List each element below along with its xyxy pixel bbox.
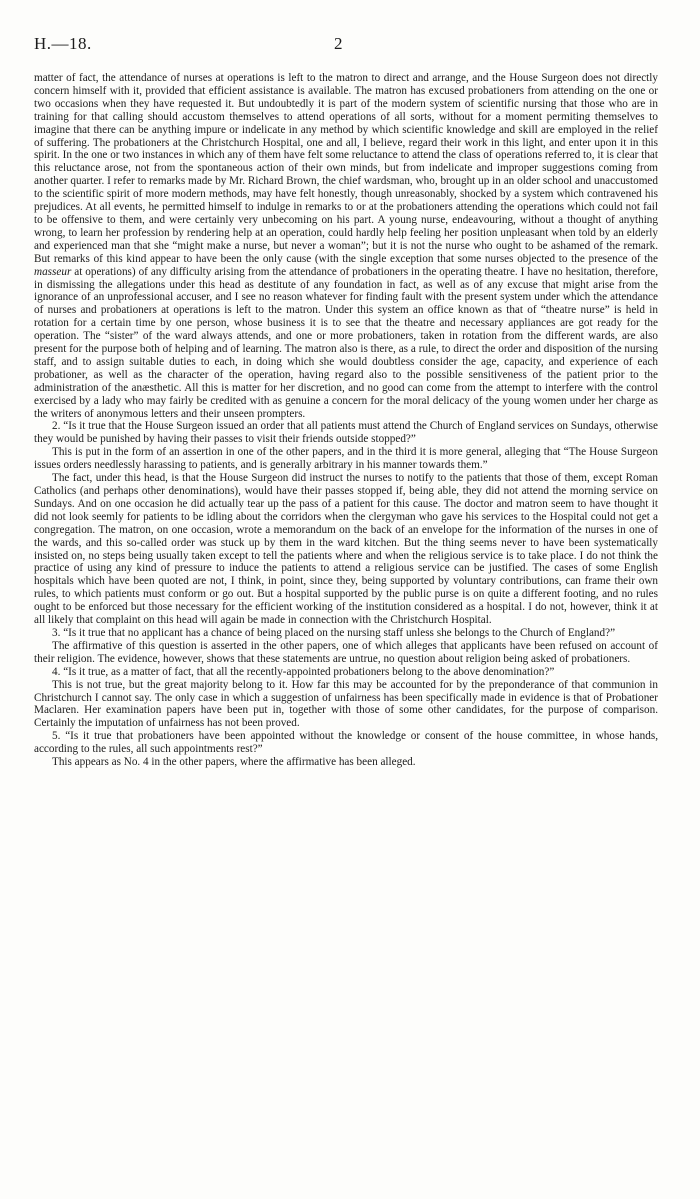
report-body <box>34 72 658 769</box>
paragraph-text: matter of fact, the attendance of nurses at operations is left to the matron to direct and arrange, and the House Surgeon does not directly concern himself with it, provided that efficient assistance is available. The matron has excused probationers from attending on the one or two occasions when they have requested it. But undoubtedly it is part of the modern system of scientific nursing that those who are in training for that calling should accustom themselves to attend operations of all sorts, without for a moment permiting themselves to imagine that there can be anything impure or indelicate in any method by which scientific knowledge and skill are employed in the relief of suffering. The probationers at the Christchurch Hospital, one and all, I believe, regard their work in this light, and enter upon it in this spirit. In the one or two instances in which any of them have felt some reluctance to attend the class of operations referred to, it is clear that this reluctance arose, not from the spontaneous action of their own minds, but from indelicate and improper suggestions coming from another quarter. I refer to remarks made by Mr. Richard Brown, the chief wardsman, who, brought up in an older school and unaccustomed to the scientific spirit of more modern methods, may have felt honestly, though unreasonably, shocked by a system which contravened his prejudices. At all events, he permitted himself to indulge in remarks to or at the probationers attending the operations which could not fail to be offensive to them, and were certainly very unbecoming on his part. A young nurse, endeavouring, without a thought of anything wrong, to learn her profession by rendering help at an operation, could hardly help feeling her position unpleasant when told by an elderly and experienced man that she “might make a nurse, but never a woman”; but it is not the nurse who ought to be ashamed of the remark. But remarks of this kind appear to have been the only cause (with the single exception that some nurses objected to the presence of the <box>34 72 658 265</box>
running-header <box>34 34 666 54</box>
answer-4: This is not true, but the great majority belong to it. How far this may be accounted for by the preponderance of that communion in Christchurch I cannot say. The only case in which a suggestion of unfairness has been specifically made in evidence is that of Probationer Maclaren. Her examination papers have been put in, together with those of some other candidates, for the purpose of comparison. Certainly the imputation of unfairness has not been proved. <box>34 678 658 730</box>
question-4: 4. “Is it true, as a matter of fact, that all the recently-appointed probationers belong to the above denomination?” <box>52 665 555 678</box>
paragraph-text: at operations) of any difficulty arising from the attendance of probationers in the operating theatre. I have no hesitation, therefore, in dismissing the allegations under this head as destitute of any foundation in fact, as well as of any excuse that might arise from the ignorance of an unprofessional accuser, and I see no reason whatever for finding fault with the present system under which the attendance of nurses and probationers at operations is left to the matron. Under this system an office known as that of “theatre nurse” is held in rotation for a certain time by one person, whose business it is to see that the theatre and necessary appliances are got ready for the operation. The “sister” of the ward always attends, and one or more probationers, taken in rotation from the different wards, are also present for the purpose both of helping and of learning. The matron also is there, as a rule, to direct the order and disposition of the nursing staff, and to assign suitable duties to each, in doing which she would doubtless consider the age, capacity, and experience of each probationer, as well as the character of the operation, having regard also to the possible sensitiveness of the patient prior to the administration of the anæsthetic. All this is matter for her discretion, and no good can come from the attempt to interfere with the control exercised by a lady who may fairly be credited with as genuine a concern for the moral delicacy of the young women under her charge as the writers of anonymous letters and their unseen prompters. <box>34 265 658 420</box>
page-number: 2 <box>334 34 343 53</box>
question-2: 2. “Is it true that the House Surgeon issued an order that all patients must attend the Church of England services on Sundays, otherwise they would be punished by having their passes to visit their friends outside stopped?” <box>34 420 658 446</box>
italic-term: masseur <box>34 265 72 278</box>
question-3: 3. “Is it true that no applicant has a chance of being placed on the nursing staff unless she belongs to the Church of England?” <box>52 626 616 639</box>
answer-2-finding: The fact, under this head, is that the House Surgeon did instruct the nurses to notify to the patients that those of them, except Roman Catholics (and perhaps other denominations), would have their passes stopped if, being able, they did not attend the morning service on Sundays. And on one occasion he did actually tear up the pass of a patient for this cause. The doctor and matron seem to have thought it did not look seemly for patients to be idling about the corridors when the clergyman who gave his services to the Hospital could not get a congregation. The matron, on one occasion, wrote a memorandum on the back of an envelope for the information of the nurses in one of the wards, and this so-called order was stuck up by them in the ward kitchen. But the thing seems never to have been systematically insisted on, no steps being usually taken except to tell the patients where and when the religious service is to take place. I do not think the practice of using any kind of pressure to induce the patients to attend a religious service can be justified. The cases of some English hospitals which have been quoted are not, I think, in point, since they, being supported by voluntary contributions, can frame their own rules, to which patients must conform or go out. But a hospital supported by the public purse is on quite a different footing, and no rules ought to be enforced but those necessary for the efficient working of the institution considered as a hospital. I do not, however, think it at all likely that complaint on this head will again be made in connection with the Christchurch Hospital. <box>34 472 658 627</box>
document-reference: H.—18. <box>34 34 92 53</box>
answer-3: The affirmative of this question is asserted in the other papers, one of which alleges that applicants have been refused on account of their religion. The evidence, however, shows that these statements are untrue, no question about religion being asked of probationers. <box>34 639 658 665</box>
question-5: 5. “Is it true that probationers have been appointed without the knowledge or consent of the house committee, in whose hands, according to the rules, all such appointments rest?” <box>34 730 658 756</box>
continued-paragraph <box>34 72 658 420</box>
answer-2-intro: This is put in the form of an assertion in one of the other papers, and in the third it is more general, alleging that “The House Surgeon issues orders needlessly harassing to patients, and is generally arbitrary in his manner towards them.” <box>34 446 658 472</box>
answer-5: This appears as No. 4 in the other papers, where the affirmative has been alleged. <box>52 756 416 769</box>
